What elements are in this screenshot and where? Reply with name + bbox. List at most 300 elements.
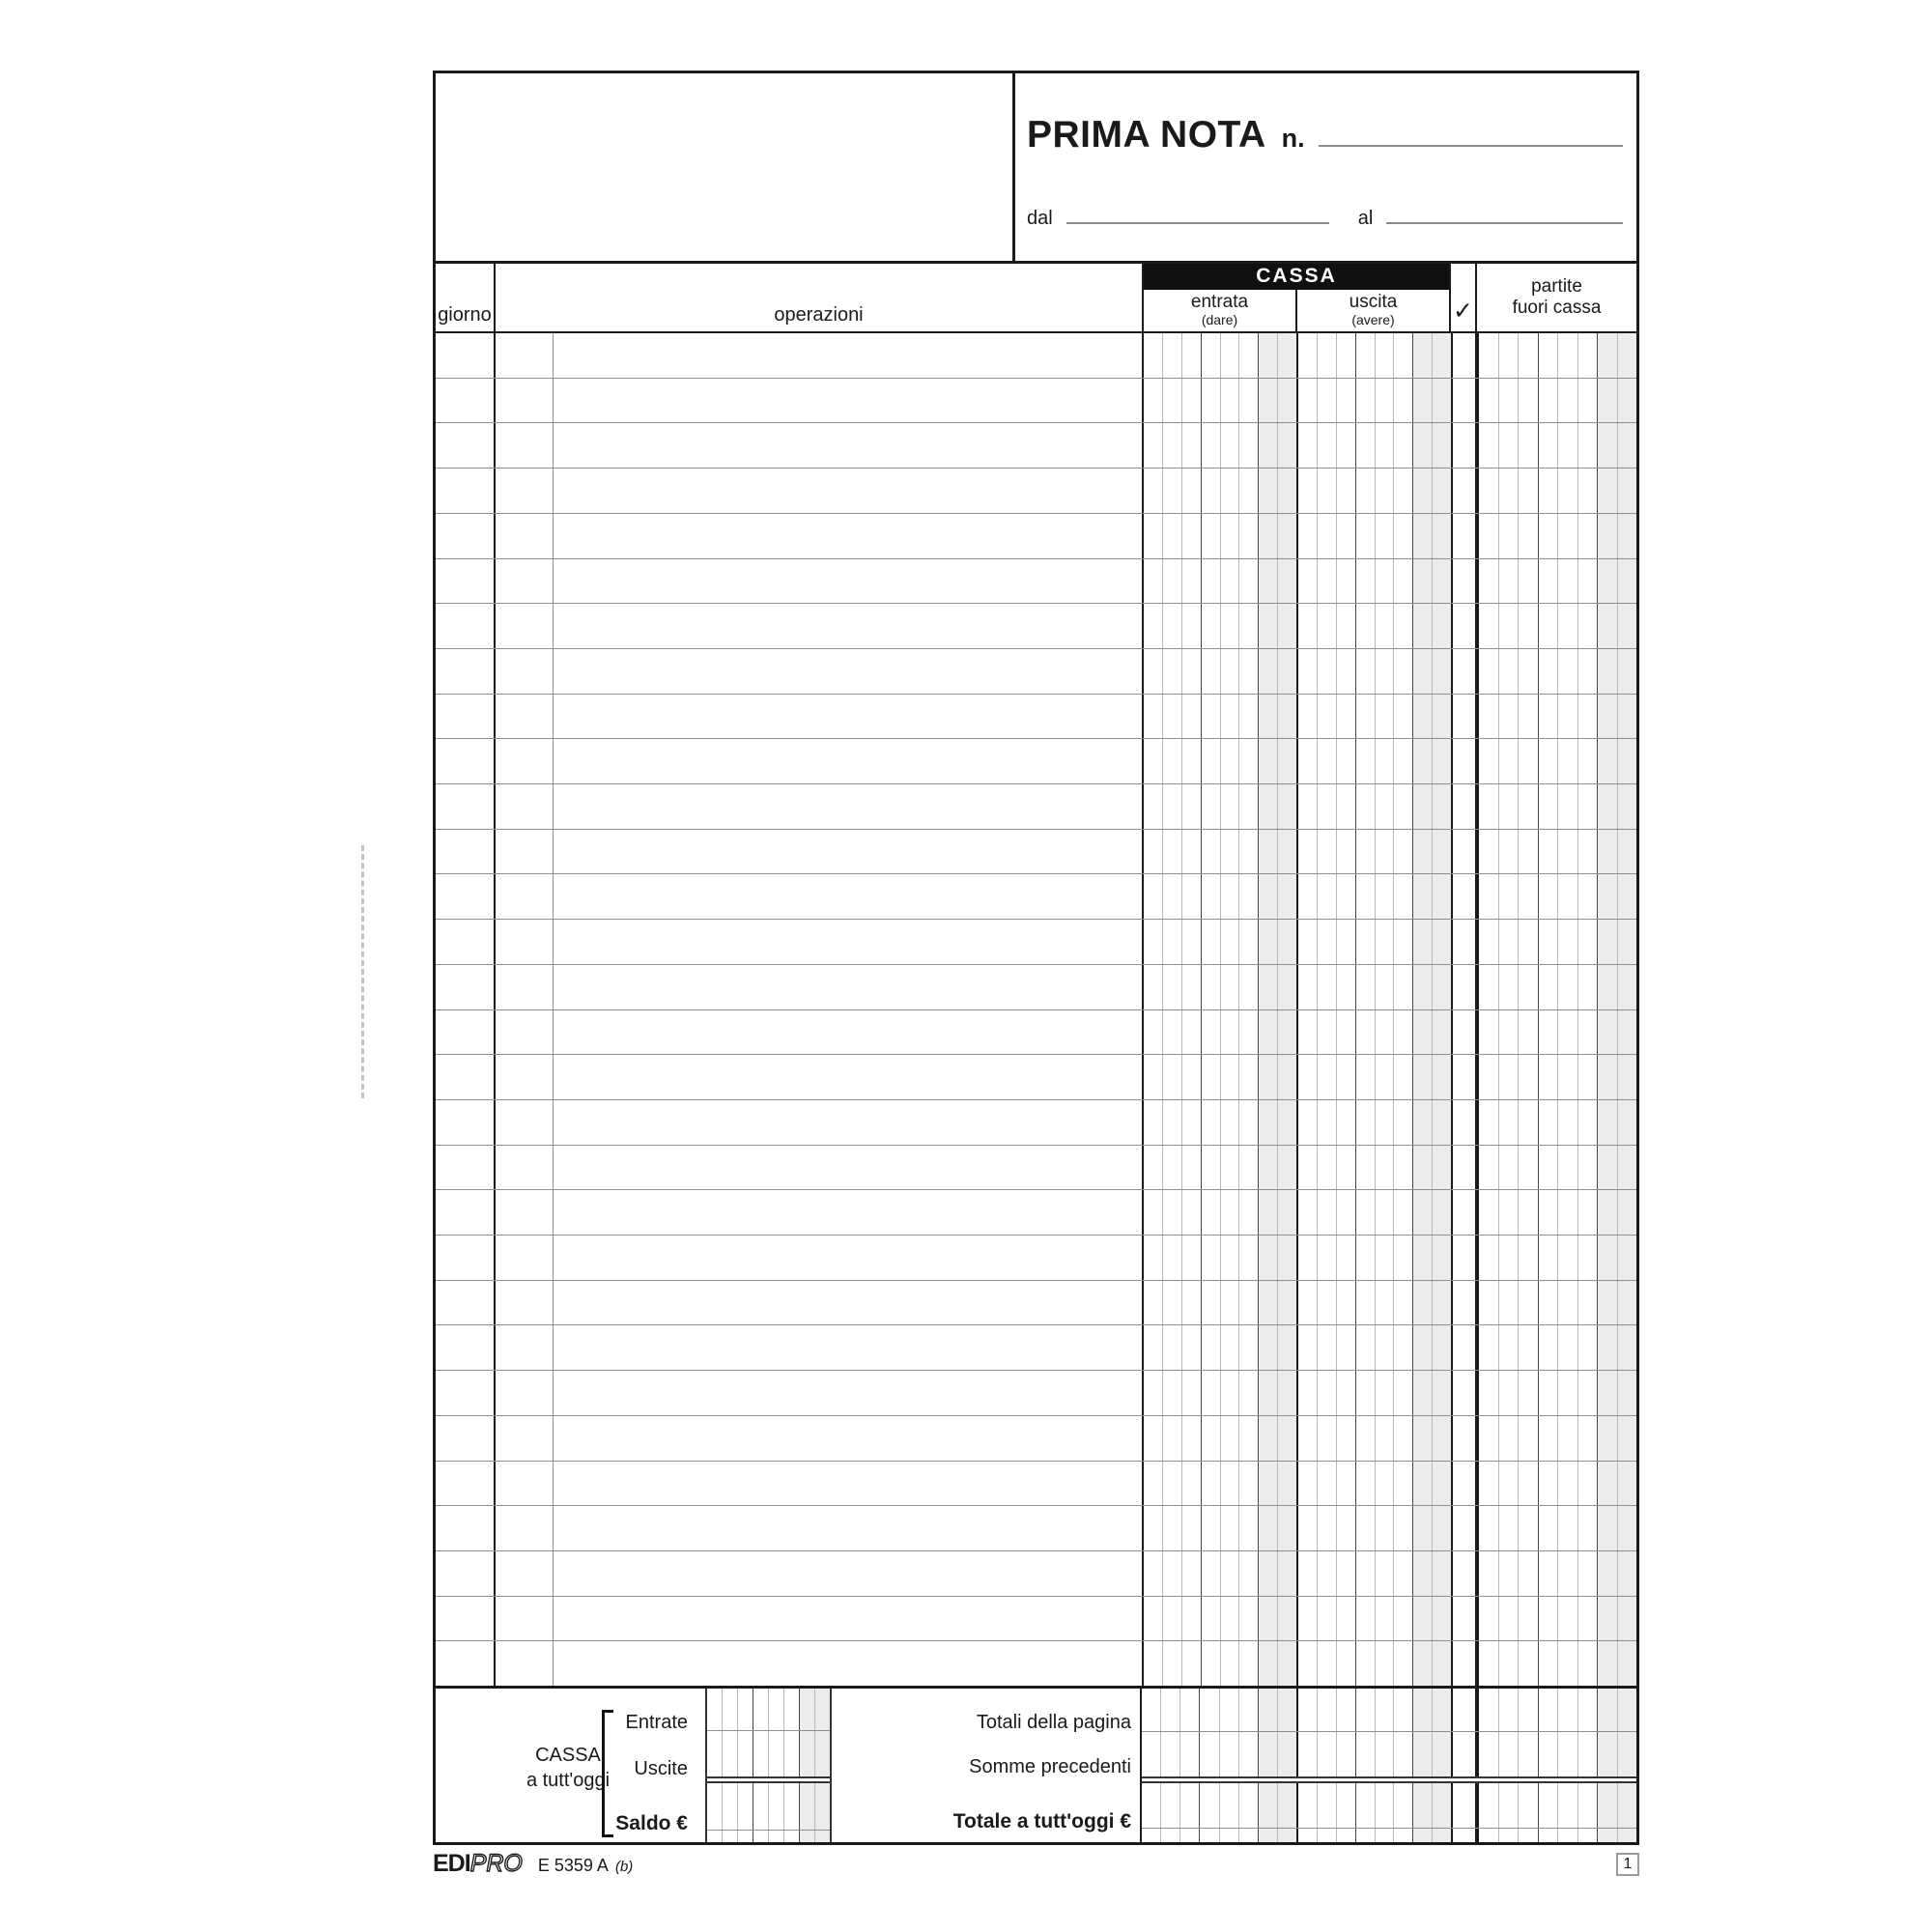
summary-uscita-cells <box>1296 1732 1451 1776</box>
check-cell[interactable] <box>1451 920 1477 964</box>
ledger-row <box>436 965 1636 1010</box>
operation-cell[interactable] <box>554 1146 1142 1190</box>
cash-to-date-grid-row <box>707 1689 830 1731</box>
cash-to-date-amount-cell[interactable] <box>723 1831 738 1842</box>
uscita-amount-cells <box>1296 1100 1451 1145</box>
entrata-amount-cells <box>1142 874 1296 919</box>
operation-cell[interactable] <box>554 1190 1142 1235</box>
partite-amount-cells <box>1477 1416 1636 1461</box>
column-group-cassa <box>1142 264 1451 331</box>
partite-amount-cells <box>1477 1551 1636 1596</box>
day-cell[interactable] <box>436 1641 496 1686</box>
cash-to-date-amount-cell[interactable] <box>800 1731 815 1776</box>
form-code-note: (b) <box>614 1859 634 1875</box>
ledger-row <box>436 1462 1636 1507</box>
ledger-row <box>436 469 1636 514</box>
partite-amount-cells <box>1477 604 1636 648</box>
partite-amount-cells <box>1477 784 1636 829</box>
day-sub-cell[interactable] <box>496 649 554 694</box>
ledger-row <box>436 649 1636 695</box>
operation-cell[interactable] <box>554 649 1142 694</box>
check-cell[interactable] <box>1451 514 1477 558</box>
check-cell[interactable] <box>1451 469 1477 513</box>
operation-cell[interactable] <box>554 559 1142 604</box>
column-header-entrata: entrata (dare) <box>1144 290 1297 331</box>
day-cell[interactable] <box>436 1281 496 1325</box>
summary-partite-cells <box>1477 1829 1636 1842</box>
operation-cell[interactable] <box>554 1506 1142 1550</box>
operation-cell[interactable] <box>554 1010 1142 1055</box>
cash-to-date-amount-cell[interactable] <box>784 1689 800 1730</box>
cash-to-date-amount-cell[interactable] <box>723 1783 738 1830</box>
cash-to-date-amount-cell[interactable] <box>738 1831 753 1842</box>
cash-to-date-amount-cell[interactable] <box>769 1783 784 1830</box>
operation-cell[interactable] <box>554 604 1142 648</box>
operation-cell[interactable] <box>554 784 1142 829</box>
check-cell[interactable] <box>1451 1371 1477 1415</box>
uscita-amount-cells <box>1296 1462 1451 1506</box>
uscita-amount-cells <box>1296 1010 1451 1055</box>
operation-cell[interactable] <box>554 1325 1142 1370</box>
day-cell[interactable] <box>436 830 496 874</box>
saldo-label: Saldo € <box>615 1812 688 1834</box>
check-cell[interactable] <box>1451 1055 1477 1099</box>
number-blank-field[interactable] <box>1319 122 1623 147</box>
day-cell[interactable] <box>436 514 496 558</box>
check-cell[interactable] <box>1451 874 1477 919</box>
operation-cell[interactable] <box>554 423 1142 468</box>
ledger-row <box>436 1551 1636 1597</box>
uscita-amount-cells <box>1296 695 1451 739</box>
entrata-amount-cells <box>1142 1281 1296 1325</box>
form-code: E 5359 A <box>537 1856 609 1875</box>
cash-to-date-amount-cell[interactable] <box>815 1731 830 1776</box>
operation-cell[interactable] <box>554 333 1142 378</box>
cash-to-date-amount-cell[interactable] <box>738 1689 753 1730</box>
uscita-amount-cells <box>1296 739 1451 783</box>
day-sub-cell[interactable] <box>496 1551 554 1596</box>
ledger-row <box>436 1416 1636 1462</box>
check-cell[interactable] <box>1451 695 1477 739</box>
entrata-amount-cells <box>1142 830 1296 874</box>
check-cell[interactable] <box>1451 1236 1477 1280</box>
day-cell[interactable] <box>436 379 496 423</box>
uscita-amount-cells <box>1296 1641 1451 1686</box>
uscita-amount-cells <box>1296 874 1451 919</box>
check-cell[interactable] <box>1451 1281 1477 1325</box>
day-sub-cell[interactable] <box>496 1641 554 1686</box>
cash-to-date-amount-cell[interactable] <box>800 1831 815 1842</box>
uscita-amount-cells <box>1296 784 1451 829</box>
check-cell[interactable] <box>1451 1597 1477 1641</box>
check-cell[interactable] <box>1451 1462 1477 1506</box>
entrata-amount-cells <box>1142 965 1296 1009</box>
partite-amount-cells <box>1477 1146 1636 1190</box>
entrata-amount-cells <box>1142 1055 1296 1099</box>
date-to-blank-field[interactable] <box>1386 199 1623 224</box>
operation-cell[interactable] <box>554 1371 1142 1415</box>
double-rule <box>707 1776 830 1783</box>
cash-to-date-grid-row <box>707 1731 830 1776</box>
day-sub-cell[interactable] <box>496 874 554 919</box>
day-cell[interactable] <box>436 874 496 919</box>
column-header-day: giorno <box>436 264 496 331</box>
partite-amount-cells <box>1477 1371 1636 1415</box>
day-sub-cell[interactable] <box>496 559 554 604</box>
day-cell[interactable] <box>436 1325 496 1370</box>
brand-logo-pro: PRO <box>469 1850 523 1877</box>
cash-to-date-amount-cell[interactable] <box>707 1831 723 1842</box>
check-cell[interactable] <box>1451 1551 1477 1596</box>
check-cell[interactable] <box>1451 1325 1477 1370</box>
number-label: n. <box>1281 124 1305 153</box>
entrata-amount-cells <box>1142 1551 1296 1596</box>
check-cell[interactable] <box>1451 1190 1477 1235</box>
cash-to-date-amount-cell[interactable] <box>707 1689 723 1730</box>
day-sub-cell[interactable] <box>496 514 554 558</box>
ledger-row <box>436 784 1636 830</box>
entrata-amount-cells <box>1142 1010 1296 1055</box>
operation-cell[interactable] <box>554 1641 1142 1686</box>
day-cell[interactable] <box>436 1146 496 1190</box>
cash-to-date-amount-cell[interactable] <box>769 1831 784 1842</box>
check-cell[interactable] <box>1451 784 1477 829</box>
uscita-amount-cells <box>1296 1281 1451 1325</box>
day-cell[interactable] <box>436 469 496 513</box>
cash-to-date-amount-cell[interactable] <box>784 1831 800 1842</box>
day-cell[interactable] <box>436 649 496 694</box>
entrata-amount-cells <box>1142 739 1296 783</box>
summary-partite-cells <box>1477 1732 1636 1776</box>
uscita-amount-cells <box>1296 604 1451 648</box>
entrata-amount-cells <box>1142 1236 1296 1280</box>
cash-to-date-amount-cell[interactable] <box>815 1689 830 1730</box>
summary-uscita-cells <box>1296 1689 1451 1731</box>
day-sub-cell[interactable] <box>496 1462 554 1506</box>
day-sub-cell[interactable] <box>496 1055 554 1099</box>
ledger-row <box>436 559 1636 605</box>
form-title: PRIMA NOTA <box>1027 114 1266 156</box>
ledger-row <box>436 1010 1636 1056</box>
ledger-row <box>436 830 1636 875</box>
day-cell[interactable] <box>436 695 496 739</box>
column-header-uscita: uscita (avere) <box>1349 291 1398 327</box>
operation-cell[interactable] <box>554 514 1142 558</box>
day-cell[interactable] <box>436 1010 496 1055</box>
operation-cell[interactable] <box>554 739 1142 783</box>
ledger-row <box>436 604 1636 649</box>
entrata-amount-cells <box>1142 559 1296 604</box>
ledger-row <box>436 514 1636 559</box>
cash-to-date-amount-cell[interactable] <box>800 1783 815 1830</box>
operation-cell[interactable] <box>554 920 1142 964</box>
uscita-amount-cells <box>1296 1551 1451 1596</box>
operation-cell[interactable] <box>554 1236 1142 1280</box>
cash-to-date-amount-cell[interactable] <box>753 1831 769 1842</box>
entrata-amount-cells <box>1142 379 1296 423</box>
day-sub-cell[interactable] <box>496 830 554 874</box>
operation-cell[interactable] <box>554 695 1142 739</box>
entrata-amount-cells <box>1142 604 1296 648</box>
title-box <box>1015 73 1636 261</box>
summary-entrata-cells <box>1142 1732 1296 1776</box>
summary-check-cell[interactable] <box>1451 1689 1477 1731</box>
day-cell[interactable] <box>436 920 496 964</box>
check-cell[interactable] <box>1451 1146 1477 1190</box>
check-cell[interactable] <box>1451 559 1477 604</box>
day-sub-cell[interactable] <box>496 1190 554 1235</box>
ledger-row <box>436 1325 1636 1371</box>
entrata-amount-cells <box>1142 1100 1296 1145</box>
cash-to-date-amount-cell[interactable] <box>784 1783 800 1830</box>
entrata-amount-cells <box>1142 649 1296 694</box>
cash-to-date-label: CASSA a tutt'oggi <box>526 1745 611 1791</box>
operation-cell[interactable] <box>554 469 1142 513</box>
summary-entrata-cells <box>1142 1783 1296 1828</box>
cash-to-date-amount-cell[interactable] <box>784 1731 800 1776</box>
entrata-amount-cells <box>1142 469 1296 513</box>
day-sub-cell[interactable] <box>496 1597 554 1641</box>
operation-cell[interactable] <box>554 1551 1142 1596</box>
day-sub-cell[interactable] <box>496 469 554 513</box>
footer-brand <box>433 1850 633 1878</box>
cash-to-date-amount-cell[interactable] <box>707 1731 723 1776</box>
day-cell[interactable] <box>436 1236 496 1280</box>
day-cell[interactable] <box>436 1100 496 1145</box>
cash-to-date-amount-cell[interactable] <box>738 1731 753 1776</box>
partite-amount-cells <box>1477 1100 1636 1145</box>
ledger-row <box>436 1146 1636 1191</box>
day-cell[interactable] <box>436 1416 496 1461</box>
day-sub-cell[interactable] <box>496 784 554 829</box>
day-cell[interactable] <box>436 1462 496 1506</box>
operation-cell[interactable] <box>554 830 1142 874</box>
form-sheet <box>433 71 1639 1845</box>
partite-amount-cells <box>1477 1236 1636 1280</box>
operation-cell[interactable] <box>554 1281 1142 1325</box>
double-rule <box>1142 1776 1636 1783</box>
column-header-partite-fuori-cassa: partite fuori cassa <box>1512 276 1602 318</box>
uscita-amount-cells <box>1296 1371 1451 1415</box>
ledger-row <box>436 739 1636 784</box>
operation-cell[interactable] <box>554 1462 1142 1506</box>
uscita-amount-cells <box>1296 423 1451 468</box>
day-cell[interactable] <box>436 559 496 604</box>
check-cell[interactable] <box>1451 830 1477 874</box>
summary-uscita-cells <box>1296 1829 1451 1842</box>
day-sub-cell[interactable] <box>496 379 554 423</box>
day-cell[interactable] <box>436 1506 496 1550</box>
form-header <box>436 73 1636 264</box>
column-header-operations: operazioni <box>774 304 864 326</box>
summary-entrata-cells <box>1142 1829 1296 1842</box>
cash-to-date-amount-cell[interactable] <box>738 1783 753 1830</box>
check-cell[interactable] <box>1451 604 1477 648</box>
partite-amount-cells <box>1477 1055 1636 1099</box>
partite-amount-cells <box>1477 1190 1636 1235</box>
entrata-amount-cells <box>1142 1325 1296 1370</box>
day-cell[interactable] <box>436 1551 496 1596</box>
ledger-row <box>436 1281 1636 1326</box>
day-cell[interactable] <box>436 333 496 378</box>
cash-to-date-amount-cell[interactable] <box>815 1783 830 1830</box>
check-cell[interactable] <box>1451 649 1477 694</box>
day-sub-cell[interactable] <box>496 1325 554 1370</box>
day-sub-cell[interactable] <box>496 1281 554 1325</box>
summary-entrata-cells <box>1142 1689 1296 1731</box>
partite-amount-cells <box>1477 1462 1636 1506</box>
ledger-body <box>436 331 1636 1686</box>
entrata-amount-cells <box>1142 333 1296 378</box>
day-sub-cell[interactable] <box>496 1371 554 1415</box>
ledger-row <box>436 333 1636 379</box>
entrata-amount-cells <box>1142 920 1296 964</box>
entrata-amount-cells <box>1142 1146 1296 1190</box>
summary-uscita-cells <box>1296 1783 1451 1828</box>
ledger-row <box>436 1506 1636 1551</box>
check-cell[interactable] <box>1451 379 1477 423</box>
partite-amount-cells <box>1477 423 1636 468</box>
day-sub-cell[interactable] <box>496 1100 554 1145</box>
column-header-checkmark-icon: ✓ <box>1451 264 1477 331</box>
cash-to-date-amount-cell[interactable] <box>769 1689 784 1730</box>
partite-amount-cells <box>1477 1010 1636 1055</box>
entrata-amount-cells <box>1142 1371 1296 1415</box>
day-cell[interactable] <box>436 1190 496 1235</box>
entrata-amount-cells <box>1142 514 1296 558</box>
company-stamp-box <box>436 73 1015 261</box>
day-cell[interactable] <box>436 784 496 829</box>
day-sub-cell[interactable] <box>496 604 554 648</box>
summary-section <box>436 1686 1636 1842</box>
summary-grid-row <box>1142 1732 1636 1776</box>
previous-sums-label: Somme precedenti <box>969 1756 1131 1777</box>
day-sub-cell[interactable] <box>496 739 554 783</box>
partite-amount-cells <box>1477 379 1636 423</box>
cash-to-date-amount-cell[interactable] <box>723 1689 738 1730</box>
ledger-row <box>436 1371 1636 1416</box>
cash-to-date-amount-cell[interactable] <box>815 1831 830 1842</box>
operation-cell[interactable] <box>554 1100 1142 1145</box>
partite-amount-cells <box>1477 1325 1636 1370</box>
check-cell[interactable] <box>1451 1506 1477 1550</box>
cash-to-date-grid-row <box>707 1831 830 1842</box>
entrata-amount-cells <box>1142 1190 1296 1235</box>
operation-cell[interactable] <box>554 874 1142 919</box>
day-sub-cell[interactable] <box>496 1236 554 1280</box>
day-cell[interactable] <box>436 1371 496 1415</box>
partite-amount-cells <box>1477 649 1636 694</box>
partite-amount-cells <box>1477 920 1636 964</box>
cash-to-date-amount-cell[interactable] <box>753 1689 769 1730</box>
day-sub-cell[interactable] <box>496 1506 554 1550</box>
day-cell[interactable] <box>436 604 496 648</box>
cash-to-date-amount-cell[interactable] <box>800 1689 815 1730</box>
summary-check-cell[interactable] <box>1451 1732 1477 1776</box>
summary-totals-grid <box>1142 1689 1636 1842</box>
page-totals-label: Totali della pagina <box>976 1712 1131 1733</box>
day-cell[interactable] <box>436 423 496 468</box>
operation-cell[interactable] <box>554 1416 1142 1461</box>
check-cell[interactable] <box>1451 1416 1477 1461</box>
operation-cell[interactable] <box>554 965 1142 1009</box>
partite-amount-cells <box>1477 333 1636 378</box>
partite-amount-cells <box>1477 739 1636 783</box>
check-cell[interactable] <box>1451 423 1477 468</box>
partite-amount-cells <box>1477 1506 1636 1550</box>
partite-amount-cells <box>1477 695 1636 739</box>
summary-grid-row <box>1142 1829 1636 1842</box>
check-cell[interactable] <box>1451 965 1477 1009</box>
day-sub-cell[interactable] <box>496 1146 554 1190</box>
day-cell[interactable] <box>436 965 496 1009</box>
day-cell[interactable] <box>436 1597 496 1641</box>
uscita-amount-cells <box>1296 1416 1451 1461</box>
cash-to-date-amount-cell[interactable] <box>753 1731 769 1776</box>
check-cell[interactable] <box>1451 1100 1477 1145</box>
ledger-row <box>436 423 1636 469</box>
entrata-amount-cells <box>1142 1506 1296 1550</box>
check-cell[interactable] <box>1451 739 1477 783</box>
check-cell[interactable] <box>1451 1010 1477 1055</box>
day-sub-cell[interactable] <box>496 1010 554 1055</box>
ledger-row <box>436 920 1636 965</box>
cash-to-date-grid <box>705 1689 832 1842</box>
day-cell[interactable] <box>436 1055 496 1099</box>
entrata-amount-cells <box>1142 1462 1296 1506</box>
uscite-label: Uscite <box>634 1758 688 1779</box>
cash-to-date-amount-cell[interactable] <box>723 1731 738 1776</box>
summary-check-cell[interactable] <box>1451 1783 1477 1828</box>
partite-amount-cells <box>1477 965 1636 1009</box>
summary-grid-row <box>1142 1689 1636 1732</box>
day-sub-cell[interactable] <box>496 920 554 964</box>
ledger-row <box>436 695 1636 740</box>
check-cell[interactable] <box>1451 333 1477 378</box>
cash-to-date-amount-cell[interactable] <box>707 1783 723 1830</box>
date-from-blank-field[interactable] <box>1066 199 1329 224</box>
partite-amount-cells <box>1477 830 1636 874</box>
check-cell[interactable] <box>1451 1641 1477 1686</box>
operation-cell[interactable] <box>554 1597 1142 1641</box>
ledger-row <box>436 1597 1636 1642</box>
day-sub-cell[interactable] <box>496 1416 554 1461</box>
summary-check-cell[interactable] <box>1451 1829 1477 1842</box>
entrata-amount-cells <box>1142 1641 1296 1686</box>
partite-amount-cells <box>1477 874 1636 919</box>
cash-to-date-amount-cell[interactable] <box>769 1731 784 1776</box>
summary-left-panel <box>436 1689 1142 1842</box>
day-cell[interactable] <box>436 739 496 783</box>
uscita-amount-cells <box>1296 1597 1451 1641</box>
cash-to-date-amount-cell[interactable] <box>753 1783 769 1830</box>
day-sub-cell[interactable] <box>496 423 554 468</box>
uscita-amount-cells <box>1296 1506 1451 1550</box>
uscita-amount-cells <box>1296 514 1451 558</box>
entrata-amount-cells <box>1142 1416 1296 1461</box>
ledger-row <box>436 1190 1636 1236</box>
day-sub-cell[interactable] <box>496 333 554 378</box>
day-sub-cell[interactable] <box>496 965 554 1009</box>
operation-cell[interactable] <box>554 1055 1142 1099</box>
ledger-row <box>436 1055 1636 1100</box>
day-sub-cell[interactable] <box>496 695 554 739</box>
uscita-amount-cells <box>1296 559 1451 604</box>
entrata-amount-cells <box>1142 784 1296 829</box>
uscita-amount-cells <box>1296 1325 1451 1370</box>
entrate-label: Entrate <box>625 1712 688 1733</box>
operation-cell[interactable] <box>554 379 1142 423</box>
